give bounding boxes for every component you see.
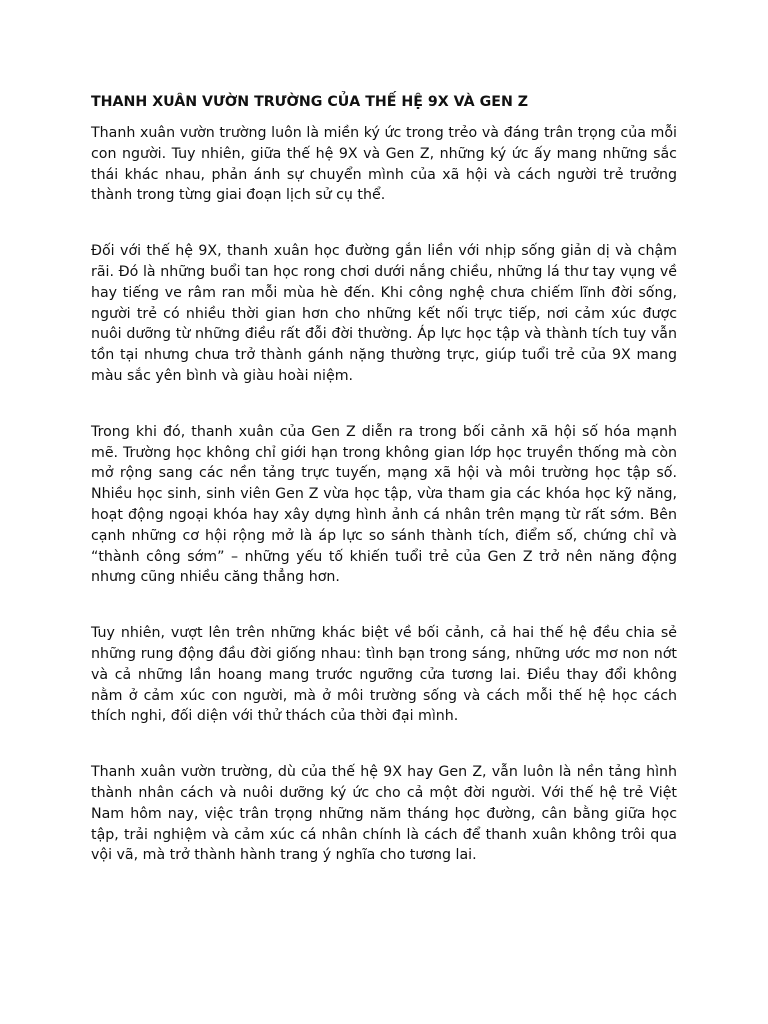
document-title: THANH XUÂN VƯỜN TRƯỜNG CỦA THẾ HỆ 9X VÀ GEN Z [91, 94, 529, 110]
paragraph-gen-z: Trong khi đó, thanh xuân của Gen Z diễn ra trong bối cảnh xã hội số hóa mạnh mẽ. Trường học không chỉ giới hạn trong không gian lớp học truyền thống mà còn mở rộng sang các nền tảng trực tuyến, mạng xã hội và môi trường học tập số. Nhiều học sinh, sinh viên Gen Z vừa học tập, vừa tham gia các khóa học kỹ năng, hoạt động ngoại khóa hay xây dựng hình ảnh cá nhân trên mạng từ rất sớm. Bên cạnh những cơ hội rộng mở là áp lực so sánh thành tích, điểm số, chứng chỉ và “thành công sớm” – những yếu tố khiến tuổi trẻ của Gen Z trở nên năng động nhưng cũng nhiều căng thẳng hơn. [91, 423, 677, 586]
paragraph-conclusion: Thanh xuân vườn trường, dù của thế hệ 9X hay Gen Z, vẫn luôn là nền tảng hình thành nhân cách và nuôi dưỡng ký ức cho cả một đời người. Với thế hệ trẻ Việt Nam hôm nay, việc trân trọng những năm tháng học đường, cân bằng giữa học tập, trải nghiệm và cảm xúc cá nhân chính là cách để thanh xuân không trôi qua vội vã, mà trở thành hành trang ý nghĩa cho tương lai. [91, 764, 677, 864]
paragraph-shared: Tuy nhiên, vượt lên trên những khác biệt về bối cảnh, cả hai thế hệ đều chia sẻ những rung động đầu đời giống nhau: tình bạn trong sáng, những ước mơ non nớt và cả những lần hoang mang trước ngưỡng cửa tương lai. Điều thay đổi không nằm ở cảm xúc con người, mà ở môi trường sống và cách mỗi thế hệ học cách thích nghi, đối diện với thử thách của thời đại mình. [91, 625, 677, 725]
paragraph-intro: Thanh xuân vườn trường luôn là miền ký ức trong trẻo và đáng trân trọng của mỗi con người. Tuy nhiên, giữa thế hệ 9X và Gen Z, những ký ức ấy mang những sắc thái khác nhau, phản ánh sự chuyển mình của xã hội và cách người trẻ trưởng thành trong từng giai đoạn lịch sử cụ thể. [91, 125, 677, 204]
document-page [91, 93, 677, 901]
paragraph-9x: Đối với thế hệ 9X, thanh xuân học đường gắn liền với nhịp sống giản dị và chậm rãi. Đó là những buổi tan học rong chơi dưới nắng chiều, những lá thư tay vụng về hay tiếng ve râm ran mỗi mùa hè đến. Khi công nghệ chưa chiếm lĩnh đời sống, người trẻ có nhiều thời gian hơn cho những kết nối trực tiếp, nơi cảm xúc được nuôi dưỡng từ những điều rất đỗi đời thường. Áp lực học tập và thành tích tuy vẫn tồn tại nhưng chưa trở thành gánh nặng thường trực, giúp tuổi trẻ của 9X mang màu sắc yên bình và giàu hoài niệm. [91, 243, 677, 384]
